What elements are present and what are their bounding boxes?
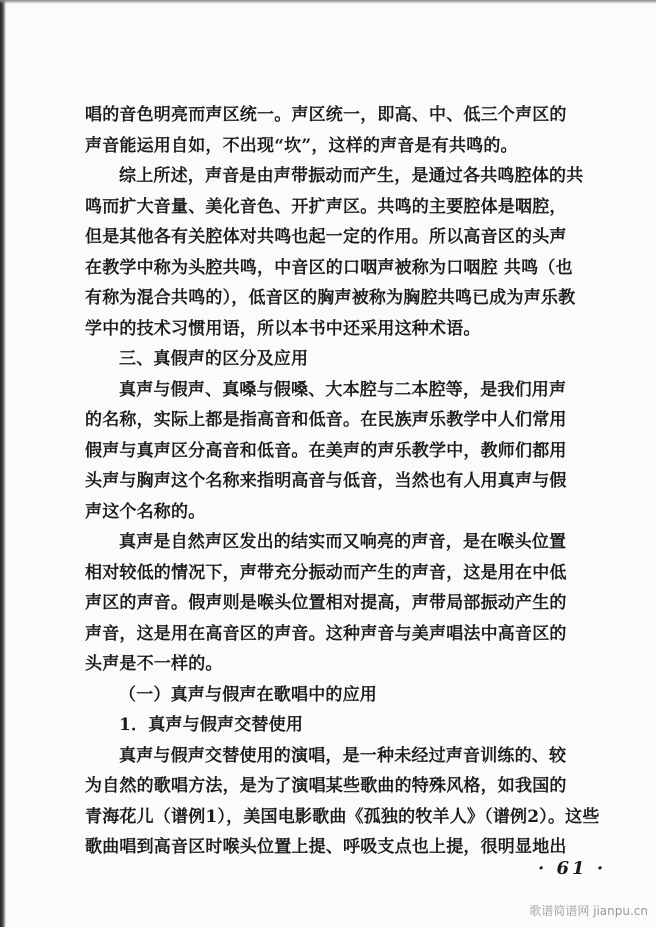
text-line: 头声是不一样的。	[85, 654, 223, 674]
scan-top-edge	[0, 0, 656, 4]
text-line: 头声与胸声这个名称来指明高音与低音，当然也有人用真声与假	[85, 471, 567, 491]
scan-left-edge	[0, 0, 6, 927]
text-line: 歌曲唱到高音区时喉头位置上提、呼吸支点也上提，很明显地出	[85, 837, 567, 857]
paragraph-start: 真声与假声交替使用的演唱，是一种未经过声音训练的、较	[119, 745, 567, 766]
text-line: 有称为混合共鸣的），低音区的胸声被称为胸腔共鸣已成为声乐教	[85, 288, 576, 308]
paragraph-start: 综上所述，声音是由声带振动而产生，是通过各共鸣腔体的共	[119, 166, 584, 186]
text-line: 为自然的歌唱方法，是为了演唱某些歌曲的特殊风格，如我国的	[85, 776, 567, 796]
subsection-heading: 1．真声与假声交替使用	[119, 715, 304, 735]
text-line: 的名称，实际上都是指高音和低音。在民族声乐教学中人们常用	[85, 410, 567, 430]
section-heading: 三、真假声的区分及应用	[119, 349, 309, 369]
paragraph-start: 真声与假声、真嗓与假嗓、大本腔与二本腔等，是我们用声	[119, 379, 567, 400]
text-line: 但是其他各有关腔体对共鸣也起一定的作用。所以高音区的头声	[85, 227, 567, 247]
text-line: 青海花儿（谱例1），美国电影歌曲《孤独的牧羊人》（谱例2）。这些	[85, 806, 600, 827]
text-line: 假声与真声区分高音和低音。在美声的声乐教学中，教师们都用	[85, 440, 567, 461]
page-body	[85, 100, 600, 863]
text-line: 声这个名称的。	[85, 501, 206, 522]
text-line: 声区的声音。假声则是喉头位置相对提高，声带局部振动产生的	[85, 593, 567, 613]
text-line: 鸣而扩大音量、美化音色、开扩声区。共鸣的主要腔体是咽腔，	[85, 196, 567, 217]
text-line: 唱的音色明亮而声区统一。声区统一，即高、中、低三个声区的	[85, 105, 567, 125]
text-line: 声音能运用自如，不出现“坎”，这样的声音是有共鸣的。	[85, 135, 518, 156]
paragraph-start: 真声是自然声区发出的结实而又响亮的声音，是在喉头位置	[119, 532, 567, 552]
text-line: 学中的技术习惯用语，所以本书中还采用这种术语。	[85, 318, 481, 339]
text-line: 相对较低的情况下，声带充分振动而产生的声音，这是用在中低	[85, 562, 567, 583]
text-line: 声音，这是用在高音区的声音。这种声音与美声唱法中高音区的	[85, 623, 567, 644]
subsection-heading: （一）真声与假声在歌唱中的应用	[119, 684, 377, 705]
text-line: 在教学中称为头腔共鸣，中音区的口咽声被称为口咽腔 共鸣（也	[85, 257, 573, 278]
watermark: 歌谱简谱网 jianpu.cn	[529, 904, 648, 918]
page-number: · 61 ·	[538, 858, 607, 879]
